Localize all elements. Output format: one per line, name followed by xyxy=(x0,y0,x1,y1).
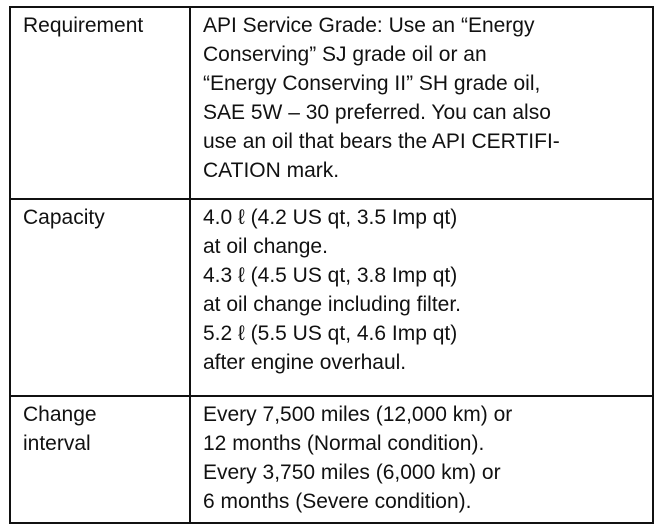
label-line: Capacity xyxy=(23,206,105,229)
table-row-requirement xyxy=(10,7,653,199)
value-line: 5.2 ℓ (5.5 US qt, 4.6 Imp qt) xyxy=(203,322,458,345)
value-line: at oil change including filter. xyxy=(203,293,461,316)
value-line: 4.0 ℓ (4.2 US qt, 3.5 Imp qt) xyxy=(203,206,458,229)
value-line: SAE 5W – 30 preferred. You can also xyxy=(203,101,551,124)
value-line: Every 7,500 miles (12,000 km) or xyxy=(203,403,513,426)
value-line: “Energy Conserving II” SH grade oil, xyxy=(203,72,541,95)
value-line: 6 months (Severe condition). xyxy=(203,490,472,513)
value-line: Every 3,750 miles (6,000 km) or xyxy=(203,461,501,484)
row-value-change-interval xyxy=(190,396,653,523)
value-line: use an oil that bears the API CERTIFI- xyxy=(203,130,560,153)
value-line: 12 months (Normal condition). xyxy=(203,432,485,455)
row-label-requirement xyxy=(10,7,190,199)
value-line: 4.3 ℓ (4.5 US qt, 3.8 Imp qt) xyxy=(203,264,458,287)
oil-spec-table xyxy=(9,6,654,524)
value-line: after engine overhaul. xyxy=(203,351,407,374)
value-line: CATION mark. xyxy=(203,159,340,182)
value-line: API Service Grade: Use an “Energy xyxy=(203,14,535,37)
table-row-change-interval xyxy=(10,396,653,523)
value-line: Conserving” SJ grade oil or an xyxy=(203,43,487,66)
row-value-capacity xyxy=(190,199,653,396)
label-line: interval xyxy=(23,432,91,455)
label-line: Requirement xyxy=(23,14,144,37)
row-value-requirement xyxy=(190,7,653,199)
value-line: at oil change. xyxy=(203,235,328,258)
row-label-change-interval xyxy=(10,396,190,523)
row-label-capacity xyxy=(10,199,190,396)
label-line: Change xyxy=(23,403,97,426)
table-row-capacity xyxy=(10,199,653,396)
